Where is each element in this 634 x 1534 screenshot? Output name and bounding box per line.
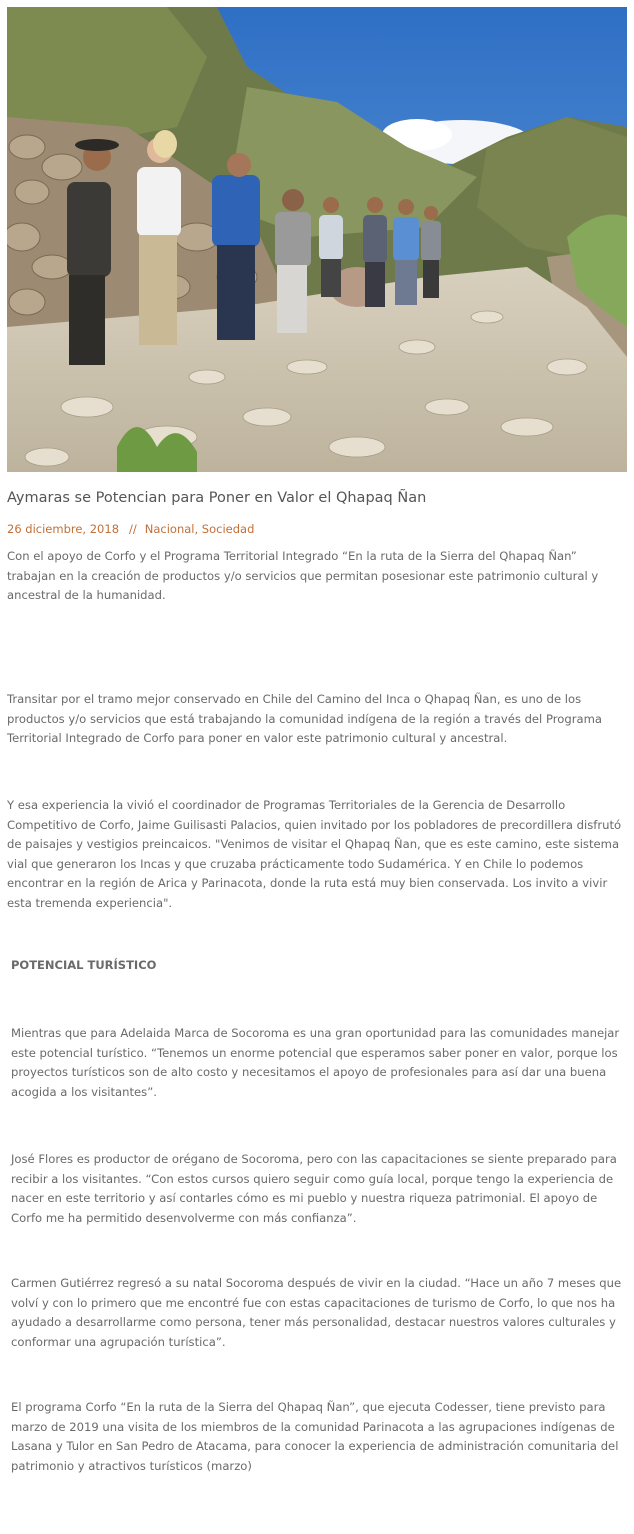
article-intro: Con el apoyo de Corfo y el Programa Territorial Integrado “En la ruta de la Sierra del Qhapaq Ñan” trabajan en la creación de productos y/o servicios que permitan posesionar este patrimonio cultural y ancestral de la humanidad. [7, 549, 599, 602]
section-heading-potencial-turistico: POTENCIAL TURÍSTICO [11, 958, 157, 972]
article-title[interactable]: Aymaras se Potencian para Poner en Valor el Qhapaq Ñan [7, 490, 427, 506]
article-paragraph-2: Y esa experiencia la vivió el coordinador de Programas Territoriales de la Gerencia de Desarrollo Competitivo de Corfo, Jaime Guilisasti Palacios, quien invitado por los pobladores de precordillera disfrutó de paisajes y vestigios preincaicos. "Venimos de visitar el Qhapaq Ñan, que es este camino, este sistema vial que generaron los Incas y que cruzaba prácticamente todo Sudamérica. Y en Chile lo podemos encontrar en la región de Arica y Parinacota, donde la ruta está muy bien conservada. Los invito a vivir esta tremenda experiencia". [7, 798, 622, 910]
article-paragraph-3: Mientras que para Adelaida Marca de Socoroma es una gran oportunidad para las comunidades manejar este potencial turístico. “Tenemos un enorme potencial que esperamos saber poner en valor, porque los proyectos turísticos son de alto costo y necesitamos el apoyo de profesionales para así dar una buena acogida a los visitantes”. [11, 1026, 620, 1099]
article-paragraph-4: José Flores es productor de orégano de Socoroma, pero con las capacitaciones se siente preparado para recibir a los visitantes. “Con estos cursos quiero seguir como guía local, porque tengo la experiencia de nacer en este territorio y así contarles cómo es mi pueblo y nuestra riqueza patrimonial. El apoyo de Corfo me ha permitido desenvolverme con más confianza”. [11, 1152, 617, 1225]
article-hero-photo [7, 7, 627, 472]
article-categories[interactable]: Nacional, Sociedad [144, 522, 255, 536]
article-paragraph-6: El programa Corfo “En la ruta de la Sierra del Qhapaq Ñan”, que ejecuta Codesser, tiene previsto para marzo de 2019 una visita de los miembros de la comunidad Parinacota a las agrupaciones indígenas de Lasana y Tulor en San Pedro de Atacama, para conocer la experiencia de administración comunitaria del patrimonio y atractivos turísticos (marzo) [11, 1400, 619, 1473]
article-paragraph-1: Transitar por el tramo mejor conservado en Chile del Camino del Inca o Qhapaq Ñan, es uno de los productos y/o servicios que está trabajando la comunidad indígena de la región a través del Programa Territorial Integrado de Corfo para poner en valor este patrimonio cultural y ancestral. [7, 692, 602, 745]
article-paragraph-5: Carmen Gutiérrez regresó a su natal Socoroma después de vivir en la ciudad. “Hace un año 7 meses que volví y con lo primero que me encontré fue con estas capacitaciones de turismo de Corfo, lo que nos ha ayudado a desarrollarme como persona, tener más personalidad, destacar nuestros valores culturales y conformar una agrupación turística”. [11, 1276, 622, 1349]
meta-separator: // [129, 522, 137, 536]
article-meta [7, 520, 254, 538]
photo-group-on-stone-trail-icon [7, 7, 627, 472]
article-date[interactable]: 26 diciembre, 2018 [7, 522, 120, 536]
